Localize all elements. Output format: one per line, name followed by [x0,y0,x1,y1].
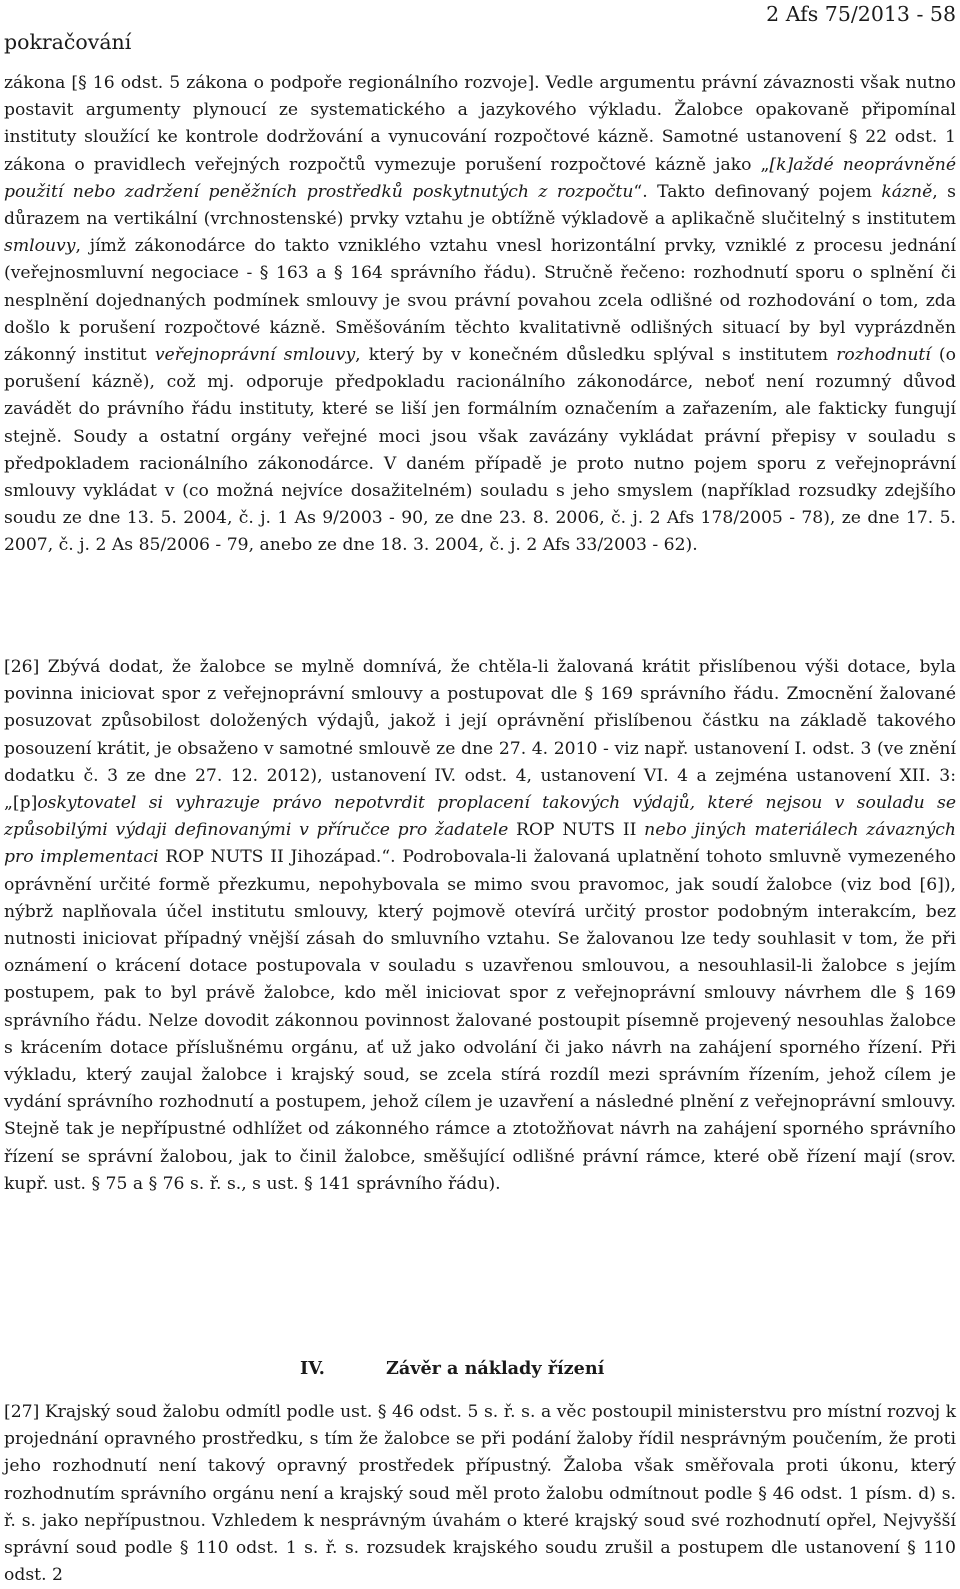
p1-term-smlouvy: smlouvy [4,236,76,257]
p2-quote-1: oskytovatel si vyhrazuje právo nepotvrdit proplacení takových výdajů, které nejsou v souladu se způsobilými výdaji definovanými v příručce pro žadatele [4,793,956,841]
p1-text-3: , s důrazem na vertikální (vrchnostenské) prvky vztahu je obtížně výkladově a aplikačně slučitelný s institutem [4,181,956,230]
p2-text-1: [26] Zbývá dodat, že žalobce se mylně domnívá, že chtěla-li žalovaná krátit přislíbenou výši dotace, byla povinna iniciovat spor z veřejnoprávní smlouvy a postupovat dle § 169 správního řádu. Zmocnění žalované posuzovat způsobilost doložených výdajů, jakož i její oprávnění přislíbenou částku na základě takového posouzení krátit, je obsaženo v samotné smlouvě ze dne 27. 4. 2010 - viz např. ustanovení I. odst. 3 (ve znění dodatku č. 3 ze dne 27. 12. 2012), ustanovení IV. odst. 4, ustanovení VI. 4 a zejména ustanovení XII. 3: „[p] [4,657,956,814]
section-number: IV. [300,1358,325,1379]
header-case-number: 2 Afs 75/2013 - 58 [766,2,956,26]
p1-text-1: zákona [§ 16 odst. 5 zákona o podpoře regionálního rozvoje]. Vedle argumentu právní závaznosti však nutno postavit argumenty plynoucí ze systematického a jazykového výkladu. Žalobce opakovaně připomínal instituty sloužící ke kontrole dodržování a vynucování rozpočtové kázně. Samotné ustanovení § 22 odst. 1 zákona o pravidlech veřejných rozpočtů vymezuje porušení rozpočtové kázně jako „ [4,73,956,175]
p3-text: [27] Krajský soud žalobu odmítl podle ust. § 46 odst. 5 s. ř. s. a věc postoupil ministerstvu pro místní rozvoj k projednání opravného prostředku, s tím že žalobce se při podání žaloby řídil nesprávným poučením, že proti jeho rozhodnutí není takový opravný prostředek přípustný. Žaloba však směřovala proti úkonu, který rozhodnutím správního orgánu není a krajský soud měl proto žalobu odmítnout podle § 46 odst. 1 písm. d) s. ř. s. jako nepřípustnou. Vzhledem k nesprávným úvahám o které krajský soud své rozhodnutí opřel, Nejvyšší správní soud podle § 110 odst. 1 s. ř. s. rozsudek krajského soudu zrušil a postupem dle ustanovení § 110 odst. 2 [4,1402,956,1586]
section-title: Závěr a náklady řízení [386,1358,605,1379]
p1-text-6: (o porušení kázně), což mj. odporuje předpokladu racionálního zákonodárce, neboť není rozumný důvod zavádět do právního řádu instituty, které se liší jen formálním označením a zařazením, ale fakticky fungují stejně. Soudy a ostatní orgány veřejné moci jsou však zavázány vykládat právní přepisy v souladu s předpokladem racionálního zákonodárce. V daném případě je proto nutno pojem sporu z veřejnoprávní smlouvy vykládat v (co možná nejvíce dosažitelném) souladu s jeho smyslem (například rozsudky zdejšího soudu ze dne 13. 5. 2004, č. j. 1 As 9/2003 - 90, ze dne 23. 8. 2006, č. j. 2 Afs 178/2005 - 78), ze dne 17. 5. 2007, č. j. 2 As 85/2006 - 79, anebo ze dne 18. 3. 2004, č. j. 2 Afs 33/2003 - 62). [4,345,956,556]
p2-quote-3: nebo jiných materiálech závazných pro implementaci [4,820,956,868]
p1-term-verejnopravni-smlouvy: veřejnoprávní smlouvy [154,345,356,366]
paragraph-27 [4,1399,956,1589]
p1-text-5: , který by v konečném důsledku splýval s institutem [355,345,837,366]
p2-text-2: .“. Podrobovala-li žalovaná uplatnění tohoto smluvně vymezeného oprávnění určité formě přezkumu, nepohybovala se mimo svou pravomoc, jak soudí žalobce (viz bod [6]), nýbrž naplňovala účel institutu smlouvy, který pojmově otevírá určitý prostor podobným interakcím, bez nutnosti iniciovat případný vnější zásah do smluvního vztahu. Se žalovanou lze tedy souhlasit v tom, že při oznámení o krácení dotace postupovala v souladu s uzavřenou smlouvou, a nesouhlasil-li žalobce s jejím postupem, pak to byl právě žalobce, kdo měl iniciovat spor z veřejnoprávní smlouvy návrhem dle § 169 správního řádu. Nelze dovodit zákonnou povinnost žalované postoupit písemně projevený nesouhlas žalobce s krácením dotace příslušnému orgánu, ať už jako odvolání či jako návrh na zahájení sporného řízení. Při výkladu, který zaujal žalobce i krajský soud, se zcela stírá rozdíl mezi správním řízením, jehož cílem je vydání správního rozhodnutí a postupem, jehož cílem je uzavření a následné plnění z veřejnoprávní smlouvy. Stejně tak je nepřípustné odhlížet od zákonného rámce a ztotožňovat návrh na zahájení sporného správního řízení se správní žalobou, jak to činil žalobce, směšující odlišné právní rámce, které obě řízení mají (srov. kupř. ust. § 75 a § 76 s. ř. s., s ust. § 141 správního řádu). [4,847,957,1194]
p2-quote-2: ROP NUTS II [516,820,637,841]
p1-text-2: “. Takto definovaný pojem [633,181,882,202]
p1-quote: [k]aždé neoprávněné použití nebo zadržení peněžních prostředků poskytnutých z rozpočtu [4,154,956,202]
p1-text-4: , jímž zákonodárce do takto vzniklého vztahu vnesl horizontální prvky, vzniklé z procesu jednání (veřejnosmluvní negociace - § 163 a § 164 správního řádu). Stručně řečeno: rozhodnutí sporu o splnění či nesplnění dojednaných podmínek smlouvy je svou právní povahou zcela odlišné od rozhodování o tom, zda došlo k porušení rozpočtové kázně. Směšováním těchto kvalitativně odlišných situací by byl vyprázdněn zákonný institut [4,236,956,366]
p1-term-kazne: kázně [881,181,933,202]
header-continuation: pokračování [4,30,132,54]
paragraph-25-continuation [4,70,956,560]
paragraph-26 [4,654,956,1198]
p2-quote-4: ROP NUTS II Jihozápad [165,847,376,868]
p1-term-rozhodnuti: rozhodnutí [836,345,931,366]
